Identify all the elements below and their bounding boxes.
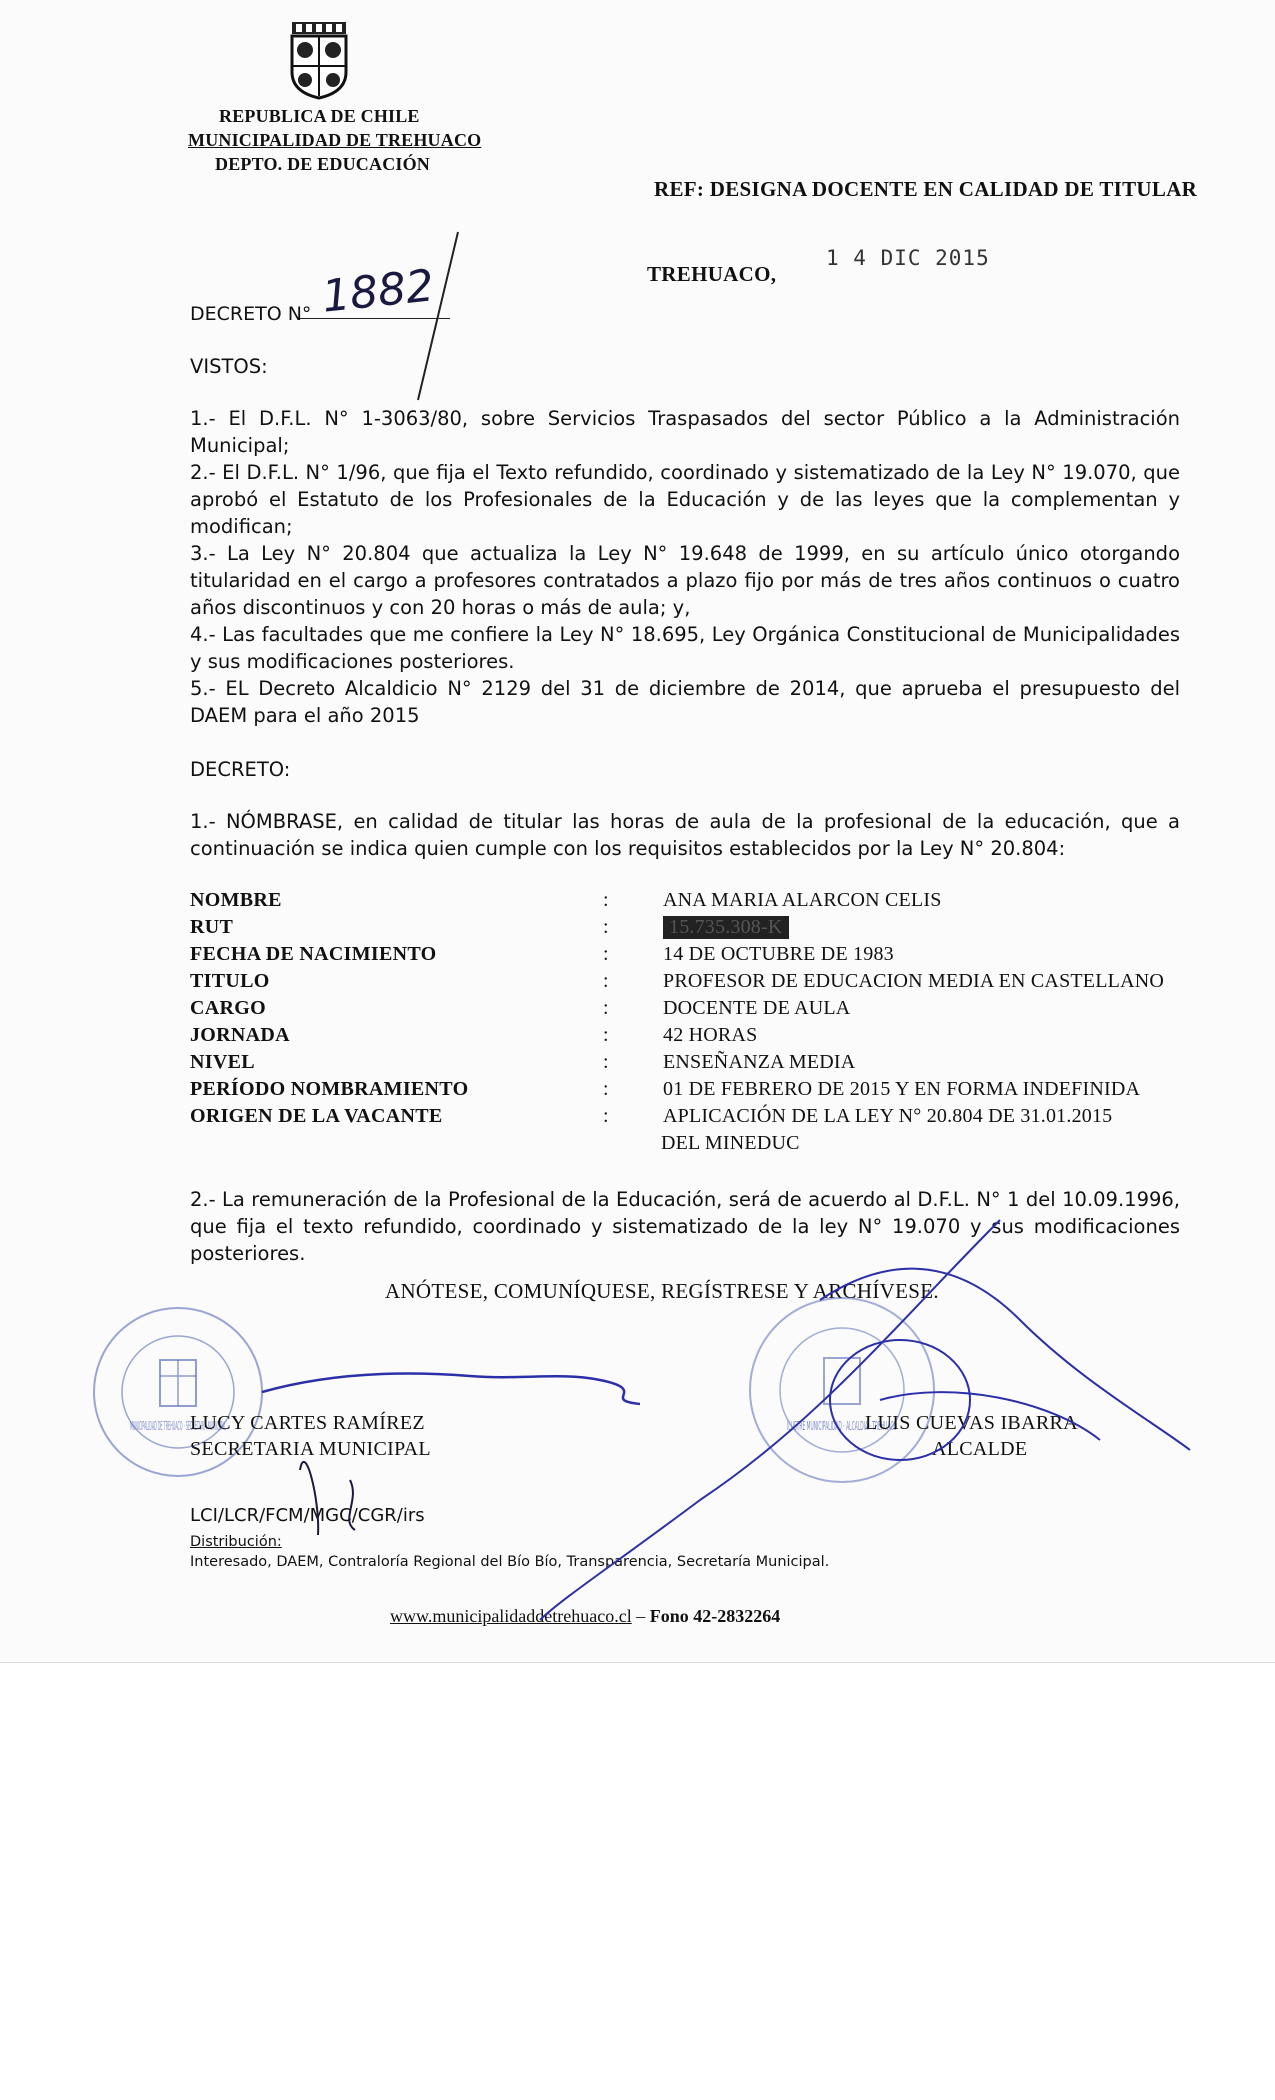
secretary-signature: [262, 1373, 640, 1404]
detail-value: 01 DE FEBRERO DE 2015 Y EN FORMA INDEFINIDA: [663, 1078, 1141, 1100]
detail-colon: :: [603, 1024, 609, 1046]
seal-right-text: ILUSTRE MUNICIPALIDAD · ALCALDIA · TREHUACO: [787, 1419, 897, 1433]
detail-colon: :: [603, 889, 609, 911]
vistos-item-1: 1.- El D.F.L. N° 1-3063/80, sobre Servicios Traspasados del sector Público a la Administración Municipal;: [190, 407, 1180, 457]
decree-label: DECRETO N°: [190, 303, 312, 325]
detail-label: NOMBRE: [190, 889, 282, 911]
distribution-list: Interesado, DAEM, Contraloría Regional del Bío Bío, Transparencia, Secretaría Municipal.: [190, 1554, 830, 1570]
header-republic: REPUBLICA DE CHILE: [219, 106, 420, 126]
header-department: DEPTO. DE EDUCACIÓN: [215, 154, 430, 174]
closing-formula: ANÓTESE, COMUNÍQUESE, REGÍSTRESE Y ARCHÍVESE.: [385, 1279, 939, 1303]
detail-value: DOCENTE DE AULA: [663, 997, 851, 1019]
place-label: TREHUACO,: [647, 262, 777, 286]
header-municipality: MUNICIPALIDAD DE TREHUACO: [188, 130, 482, 150]
detail-colon: :: [603, 997, 609, 1019]
detail-value: ANA MARIA ALARCON CELIS: [663, 889, 942, 911]
detail-colon: :: [603, 943, 609, 965]
detail-value: 42 HORAS: [663, 1024, 758, 1046]
detail-label: JORNADA: [190, 1024, 290, 1046]
vistos-item-5: 5.- EL Decreto Alcaldicio N° 2129 del 31 de diciembre de 2014, que aprueba el presupuesto del DAEM para el año 2015: [190, 677, 1180, 727]
detail-colon: :: [603, 1078, 609, 1100]
decreto-item-1: 1.- NÓMBRASE, en calidad de titular las horas de aula de la profesional de la educación, que a continuación se indica quien cumple con los requisitos establecidos por la Ley N° 20.804:: [190, 810, 1180, 860]
decree-number-slash: [418, 232, 458, 400]
detail-label: TITULO: [190, 970, 270, 992]
detail-value: 14 DE OCTUBRE DE 1983: [663, 943, 894, 965]
detail-colon: :: [603, 916, 609, 938]
detail-label: FECHA DE NACIMIENTO: [190, 943, 437, 965]
detail-colon: :: [603, 1105, 609, 1127]
distribution-label: Distribución:: [190, 1534, 282, 1550]
secretary-name: LUCY CARTES RAMÍREZ: [190, 1412, 425, 1434]
vistos-title: VISTOS:: [190, 355, 268, 378]
secretary-title: SECRETARIA MUNICIPAL: [190, 1438, 431, 1460]
vistos-item-2: 2.- El D.F.L. N° 1/96, que fija el Texto refundido, coordinado y sistematizado de la Ley N° 19.070, que aprobó el Estatuto de los Profesionales de la Educación y de las leyes que la complementan y modifican;: [190, 461, 1180, 538]
seal-left-text: MUNICIPALIDAD DE TREHUACO · SECRETARIA MUNICIPAL: [130, 1419, 227, 1433]
detail-value-continued: DEL MINEDUC: [661, 1132, 800, 1154]
vistos-item-4: 4.- Las facultades que me confiere la Ley N° 18.695, Ley Orgánica Constitucional de Municipalidades y sus modificaciones posteriores.: [190, 623, 1180, 673]
detail-label: NIVEL: [190, 1051, 255, 1073]
mayor-name: LUIS CUEVAS IBARRA: [865, 1412, 1078, 1434]
detail-label: CARGO: [190, 997, 266, 1019]
initials-scribble: [300, 1462, 355, 1535]
decreto-title: DECRETO:: [190, 758, 291, 781]
detail-label: RUT: [190, 916, 234, 938]
decree-number: 1882: [319, 260, 437, 323]
mayor-signature: [820, 1269, 1190, 1450]
footer-separator: –: [636, 1606, 646, 1626]
detail-label: PERÍODO NOMBRAMIENTO: [190, 1078, 469, 1100]
detail-colon: :: [603, 1051, 609, 1073]
mayor-signature-stroke: [540, 1220, 1000, 1620]
decreto-item-2: 2.- La remuneración de la Profesional de la Educación, será de acuerdo al D.F.L. N° 1 del 10.09.1996, que fija el texto refundido, coordinado y sistematizado de la ley N° 19.070 y sus modificaciones posteriores.: [190, 1188, 1180, 1265]
footer-website: www.municipalidaddetrehuaco.cl: [390, 1606, 632, 1626]
mayor-signature-loop: [830, 1340, 970, 1460]
vistos-item-3: 3.- La Ley N° 20.804 que actualiza la Ley N° 19.648 de 1999, en su artículo único otorgando titularidad en el cargo a profesores contratados a plazo fijo por más de tres años continuos o cuatro años discontinuos y con 20 horas o más de aula; y,: [190, 542, 1180, 619]
detail-value: APLICACIÓN DE LA LEY N° 20.804 DE 31.01.2015: [663, 1105, 1113, 1127]
footer-phone: Fono 42-2832264: [649, 1606, 781, 1626]
detail-label: ORIGEN DE LA VACANTE: [190, 1105, 443, 1127]
detail-value: PROFESOR DE EDUCACION MEDIA EN CASTELLANO: [663, 970, 1164, 992]
detail-colon: :: [603, 970, 609, 992]
initials-line: LCI/LCR/FCM/MGC/CGR/irs: [190, 1505, 425, 1526]
mayor-title: ALCALDE: [932, 1438, 1028, 1460]
reference-line: REF: DESIGNA DOCENTE EN CALIDAD DE TITULAR: [654, 177, 1198, 201]
date-stamp: 1 4 DIC 2015: [826, 246, 990, 270]
detail-value-redacted: 15.735.308-K: [663, 916, 789, 939]
detail-value: ENSEÑANZA MEDIA: [663, 1051, 856, 1073]
